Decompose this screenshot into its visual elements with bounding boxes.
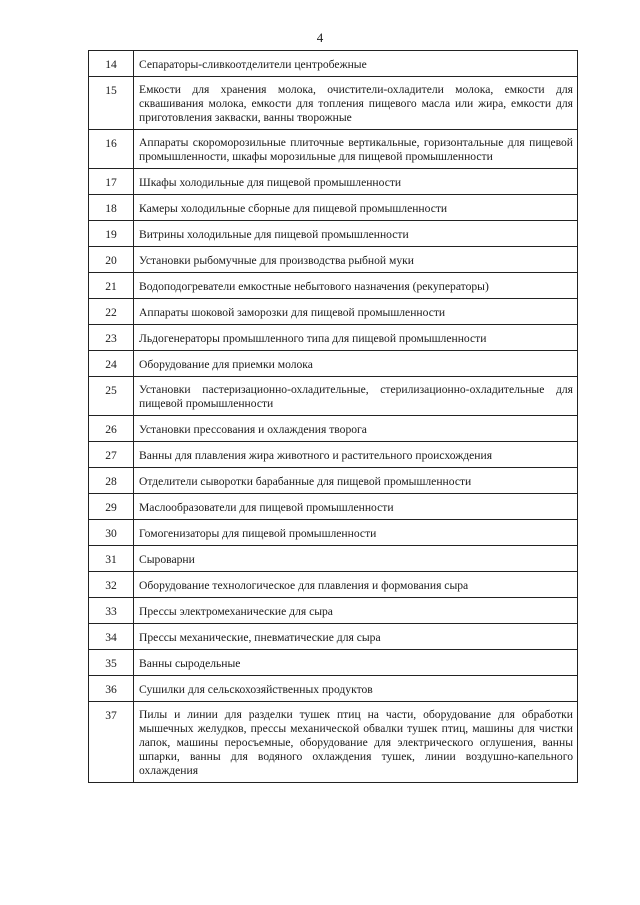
- row-text: Льдогенераторы промышленного типа для пищевой промышленности: [134, 325, 578, 351]
- row-text: Отделители сыворотки барабанные для пищевой промышленности: [134, 468, 578, 494]
- row-number: 36: [89, 676, 134, 702]
- table-row: [89, 676, 578, 702]
- row-number: 20: [89, 247, 134, 273]
- table-row: [89, 273, 578, 299]
- table-row: [89, 520, 578, 546]
- row-number: 32: [89, 572, 134, 598]
- row-number: 23: [89, 325, 134, 351]
- row-text: Прессы электромеханические для сыра: [134, 598, 578, 624]
- table-row: [89, 130, 578, 169]
- table-row: [89, 299, 578, 325]
- row-text: Оборудование для приемки молока: [134, 351, 578, 377]
- row-number: 35: [89, 650, 134, 676]
- row-text: Гомогенизаторы для пищевой промышленности: [134, 520, 578, 546]
- row-text: Сепараторы-сливкоотделители центробежные: [134, 51, 578, 77]
- row-number: 37: [89, 702, 134, 783]
- table-row: [89, 572, 578, 598]
- table-row: [89, 546, 578, 572]
- table-row: [89, 494, 578, 520]
- row-text: Сыроварни: [134, 546, 578, 572]
- row-number: 25: [89, 377, 134, 416]
- row-number: 27: [89, 442, 134, 468]
- row-text: Оборудование технологическое для плавления и формования сыра: [134, 572, 578, 598]
- row-text: Водоподогреватели емкостные небытового назначения (рекуператоры): [134, 273, 578, 299]
- table-row: [89, 169, 578, 195]
- table-row: [89, 195, 578, 221]
- row-number: 34: [89, 624, 134, 650]
- row-text: Ванны сыродельные: [134, 650, 578, 676]
- row-number: 16: [89, 130, 134, 169]
- row-number: 24: [89, 351, 134, 377]
- row-number: 26: [89, 416, 134, 442]
- row-text: Шкафы холодильные для пищевой промышленности: [134, 169, 578, 195]
- row-number: 19: [89, 221, 134, 247]
- row-text: Аппараты шоковой заморозки для пищевой промышленности: [134, 299, 578, 325]
- row-number: 14: [89, 51, 134, 77]
- table-row: [89, 221, 578, 247]
- row-number: 17: [89, 169, 134, 195]
- table-row: [89, 624, 578, 650]
- table-row: [89, 325, 578, 351]
- table-row: [89, 416, 578, 442]
- row-number: 28: [89, 468, 134, 494]
- row-text: Сушилки для сельскохозяйственных продуктов: [134, 676, 578, 702]
- equipment-table: [88, 50, 578, 783]
- row-text: Витрины холодильные для пищевой промышленности: [134, 221, 578, 247]
- row-number: 31: [89, 546, 134, 572]
- row-number: 30: [89, 520, 134, 546]
- row-text: Ванны для плавления жира животного и растительного происхождения: [134, 442, 578, 468]
- table-row: [89, 702, 578, 783]
- table-row: [89, 377, 578, 416]
- row-text: Емкости для хранения молока, очистители-охладители молока, емкости для сквашивания молока, емкости для топления пищевого масла или жира, емкости для приготовления закваски, ванны творожные: [134, 77, 578, 130]
- table-row: [89, 598, 578, 624]
- table-row: [89, 650, 578, 676]
- table-row: [89, 442, 578, 468]
- row-number: 15: [89, 77, 134, 130]
- row-text: Пилы и линии для разделки тушек птиц на части, оборудование для обработки мышечных желудков, прессы механической обвалки тушек птиц, машины для чистки лапок, машины перосъемные, оборудование для электрического оглушения, ванны шпарки, ванны для водяного охлаждения тушек, линии воздушно-капельного охлаждения: [134, 702, 578, 783]
- table-row: [89, 51, 578, 77]
- row-text: Установки рыбомучные для производства рыбной муки: [134, 247, 578, 273]
- page-number: 4: [316, 30, 324, 45]
- table-row: [89, 351, 578, 377]
- table-row: [89, 77, 578, 130]
- row-text: Маслообразователи для пищевой промышленности: [134, 494, 578, 520]
- table-row: [89, 247, 578, 273]
- row-number: 33: [89, 598, 134, 624]
- table-row: [89, 468, 578, 494]
- row-text: Установки прессования и охлаждения творога: [134, 416, 578, 442]
- row-text: Аппараты скороморозильные плиточные вертикальные, горизонтальные для пищевой промышленности, шкафы морозильные для пищевой промышленности: [134, 130, 578, 169]
- row-text: Камеры холодильные сборные для пищевой промышленности: [134, 195, 578, 221]
- row-number: 18: [89, 195, 134, 221]
- row-text: Установки пастеризационно-охладительные, стерилизационно-охладительные для пищевой промышленности: [134, 377, 578, 416]
- row-number: 22: [89, 299, 134, 325]
- row-text: Прессы механические, пневматические для сыра: [134, 624, 578, 650]
- row-number: 29: [89, 494, 134, 520]
- row-number: 21: [89, 273, 134, 299]
